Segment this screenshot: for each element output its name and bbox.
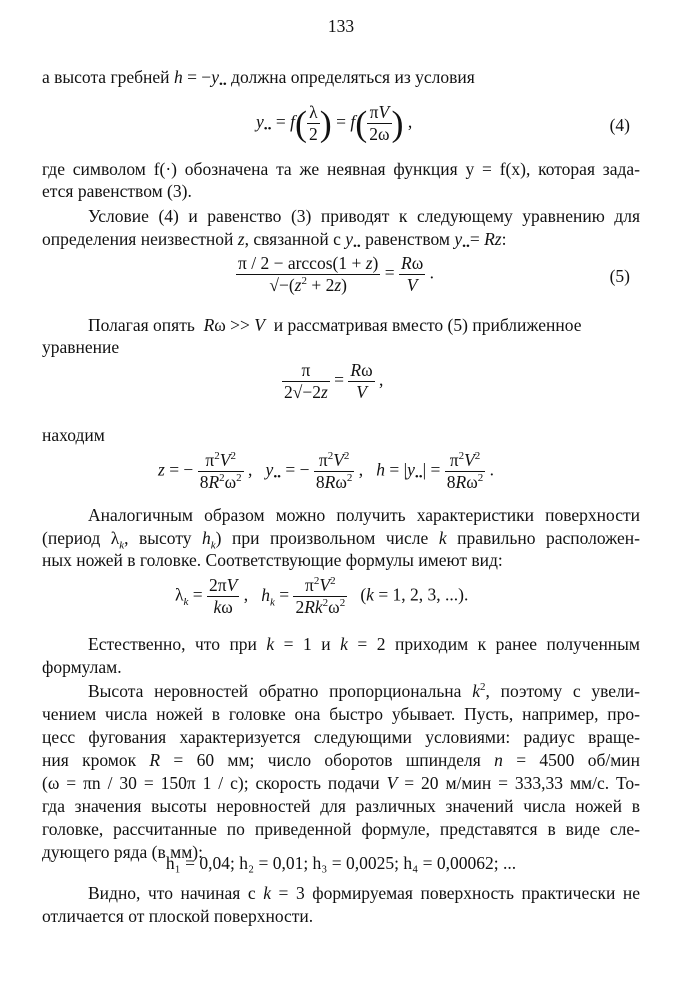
text-line-12: Естественно, что при k = 1 и k = 2 приходим к ранее полученным: [88, 634, 641, 654]
equation-4: $y_{••} = f$( $\frac{\lambda}{2}$ ) = f( $\frac{\pi V}{2\omega}$ ) ,: [256, 102, 413, 144]
equation-approx: $\frac{\pi}{2√-2z}$ = $\frac{R\omega}{V}$ ,: [284, 360, 384, 402]
text-line-1: а высота гребней $h = -y_{••}$ должна определяться из условия: [42, 67, 475, 91]
text-line-19: гда значения высоты неровностей для различных значений числа ножей в: [42, 796, 640, 816]
text-line-21: дующего ряда (в мм):: [42, 842, 203, 862]
equation-results: z = − $\frac{\pi^2V^2}{8R^2\omega^2}$ , $y_{••}$ = − $\frac{\pi^2V^2}{8R\omega^2}$ , $h = |y_{••}|$ = $\frac{\pi^2V^2}{8R\omega^2}$ .: [158, 450, 494, 492]
text-line-17: ния кромок R = 60 мм; число оборотов шпинделя n = 4500 об/мин: [42, 750, 641, 770]
text-line-5: определения неизвестной z, связанной с $y_{••}$ равенством $y_{••}= Rz$:: [42, 229, 507, 253]
text-line-4: Условие (4) и равенство (3) приводят к следующему уравнению для: [88, 206, 640, 226]
text-line-18: (ω = πn / 30 = 150π 1 / c); скорость подачи V = 20 м/мин = 333,33 мм/с. То-: [42, 773, 641, 793]
text-line-23: Видно, что начиная с k = 3 формируемая поверхность практически не: [88, 883, 640, 903]
h-values-series: h₁ = 0,04; h₂ = 0,01; h₃ = 0,0025; h₄ = 0,00062; ...: [165, 853, 517, 873]
text-line-3: ется равенством (3).: [42, 181, 192, 201]
text-line-11: ных ножей в головке. Соответствующие формулы имеют вид:: [42, 550, 503, 570]
text-line-15: чением числа ножей в головке она быстро убывает. Пусть, например, про-: [42, 704, 640, 724]
equation-5: $\frac{\pi / 2 - \arccos(1 + z)}{√-(z^2 + 2z)}$ = $\frac{R\omega}{V}$ .: [238, 253, 434, 295]
text-line-6: Полагая опять Rω >> V и рассматривая вместо (5) приближенное: [88, 315, 582, 335]
text-line-8: находим: [42, 425, 105, 445]
page-number: 133: [327, 16, 355, 36]
text-line-14: Высота неровностей обратно пропорциональна $k^2$, поэтому с увели-: [88, 681, 640, 701]
text-line-7: уравнение: [42, 337, 120, 357]
equation-lambda-hk: $\lambda_k$ = $\frac{2\pi V}{k\omega}$ , $h_k$ = $\frac{\pi^2V^2}{2Rk^2\omega^2}$ (k = 1, 2, 3, ...).: [175, 575, 469, 617]
text-line-9: Аналогичным образом можно получить характеристики поверхности: [88, 505, 640, 525]
text-line-16: цесс фугования характеризуется следующими условиями: радиус враще-: [42, 727, 640, 747]
text-line-13: формулам.: [42, 657, 122, 677]
text-line-10: (период $\lambda_k$, высоту $h_k$) при произвольном числе k правильно расположен-: [42, 528, 640, 552]
text-line-2: где символом f(·) обозначена та же неявная функция y = f(x), которая зада-: [42, 159, 640, 179]
text-line-24: отличается от плоской поверхности.: [42, 906, 314, 926]
equation-4-number: (4): [609, 115, 630, 135]
text-line-20: головке, рассчитанные по приведенной формуле, представятся в виде сле-: [42, 819, 640, 839]
equation-5-number: (5): [609, 266, 630, 286]
